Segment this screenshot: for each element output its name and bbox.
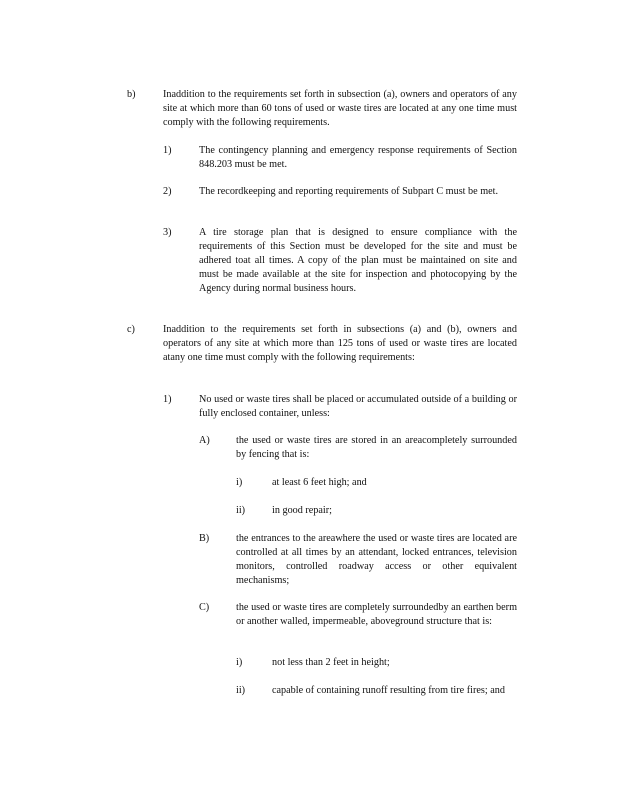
paragraph-text: at least 6 feet high; and <box>272 477 367 488</box>
paragraph-marker: B) <box>199 533 210 544</box>
paragraph-marker: i) <box>236 477 243 488</box>
paragraph-marker: i) <box>236 657 243 668</box>
paragraph-marker: A) <box>199 435 210 446</box>
paragraph-marker: 1) <box>163 145 172 156</box>
paragraph-text: Inaddition to the requirements set forth in subsections (a) and (b), owners and operators of any site at which more than 125 tons of used or waste tires are located atany one time must comply with the following requirements: <box>163 324 517 363</box>
paragraph-text: not less than 2 feet in height; <box>272 657 390 668</box>
paragraph-marker: 1) <box>163 394 172 405</box>
paragraph-text: in good repair; <box>272 505 332 516</box>
paragraph-marker: 3) <box>163 227 172 238</box>
paragraph-marker: c) <box>127 324 135 335</box>
paragraph-marker: ii) <box>236 685 246 696</box>
paragraph-text: A tire storage plan that is designed to ensure compliance with the requirements of this Section must be developed for the site and must be adhered toat all times. A copy of the plan must be maintained on site and must be made available at the site for inspection and photocopying by the Agency during normal business hours. <box>199 227 517 294</box>
paragraph-text: The recordkeeping and reporting requirements of Subpart C must be met. <box>199 186 499 197</box>
paragraph-text: the entrances to the areawhere the used or waste tires are located are controlled at all times by an attendant, locked entrances, television monitors, controlled roadway access or other equivalent mechanisms; <box>236 533 517 586</box>
paragraph-text: The contingency planning and emergency response requirements of Section 848.203 must be met. <box>199 145 517 170</box>
paragraph-marker: 2) <box>163 186 172 197</box>
paragraph-text: No used or waste tires shall be placed or accumulated outside of a building or fully enclosed container, unless: <box>199 394 517 419</box>
paragraph-text: capable of containing runoff resulting from tire fires; and <box>272 685 505 696</box>
paragraph-text: Inaddition to the requirements set forth in subsection (a), owners and operators of any site at which more than 60 tons of used or waste tires are located at any one time must comply with the following requirements. <box>163 89 517 128</box>
paragraph-marker: ii) <box>236 505 246 516</box>
paragraph-marker: b) <box>127 89 136 100</box>
paragraph-marker: C) <box>199 602 210 613</box>
paragraph-text: the used or waste tires are stored in an areacompletely surrounded by fencing that is: <box>236 435 517 460</box>
paragraph-text: the used or waste tires are completely surroundedby an earthen berm or another walled, impermeable, aboveground structure that is: <box>236 602 517 627</box>
